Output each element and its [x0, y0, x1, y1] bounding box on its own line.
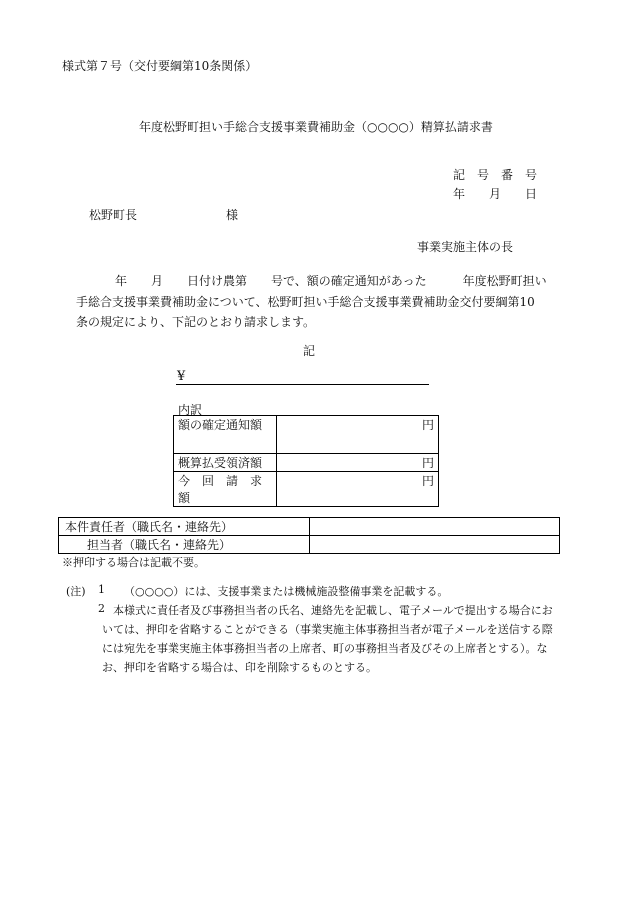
reference-date-line: 年 月 日 [453, 187, 538, 201]
contacts-table [58, 517, 560, 554]
breakdown-table [173, 415, 439, 507]
body-line-1: 年 月 日付け農第 号で、額の確定通知があった 年度松野町担い [115, 274, 547, 288]
note-2-line-1: 本様式に責任者及び事務担当者の氏名、連絡先を記載し、電子メールで提出する場合にお [113, 604, 553, 617]
breakdown-row-label: 額の確定通知額 [174, 416, 277, 454]
breakdown-row-label: 今 回 請 求 額 [174, 472, 277, 507]
amount-underline [176, 384, 429, 385]
note-2-line-2: いては、押印を省略することができる（事業実施主体事務担当者が電子メールを送信する際 [102, 623, 553, 636]
contacts-row [59, 518, 560, 536]
note-2-line-4: お、押印を省略する場合は、印を削除するものとする。 [102, 661, 377, 674]
note-2-line-3: には宛先を事業実施主体事務担当者の上席者、町の事務担当者及びその上席者とする）。な [102, 642, 548, 655]
body-line-2: 手総合支援事業費補助金について、松野町担い手総合支援事業費補助金交付要綱第10 [76, 295, 535, 309]
note-1-number: 1 [98, 583, 105, 596]
addressee-honorific: 様 [226, 208, 239, 222]
sender-title: 事業実施主体の長 [417, 240, 514, 254]
body-line-3: 条の規定により、下記のとおり請求します。 [76, 315, 316, 329]
yen-mark: ¥ [177, 369, 186, 384]
contacts-footnote: ※押印する場合は記載不要。 [62, 556, 205, 569]
breakdown-row-unit: 円 [277, 416, 439, 454]
contacts-row-value [310, 536, 560, 554]
document-title: 年度松野町担い手総合支援事業費補助金（○○○○）精算払請求書 [139, 120, 493, 134]
contacts-row-label: 担当者（職氏名・連絡先） [59, 536, 310, 554]
notes-prefix: (注) [66, 585, 86, 598]
addressee-name: 松野町長 [89, 208, 138, 222]
note-2-number: 2 [98, 602, 105, 615]
breakdown-row [174, 454, 439, 472]
breakdown-label: 内訳 [178, 403, 203, 417]
ki-heading: 記 [303, 344, 316, 358]
breakdown-row-unit: 円 [277, 454, 439, 472]
breakdown-row-label: 概算払受領済額 [174, 454, 277, 472]
contacts-row-label: 本件責任者（職氏名・連絡先） [59, 518, 310, 536]
contacts-row [59, 536, 560, 554]
breakdown-row [174, 472, 439, 507]
contacts-row-value [310, 518, 560, 536]
form-number: 様式第７号（交付要綱第10条関係） [62, 59, 258, 73]
breakdown-row-unit: 円 [277, 472, 439, 507]
breakdown-row [174, 416, 439, 454]
note-1-text: （○○○○）には、支援事業または機械施設整備事業を記載する。 [124, 585, 449, 598]
reference-number-line: 記 号 番 号 [453, 168, 538, 182]
